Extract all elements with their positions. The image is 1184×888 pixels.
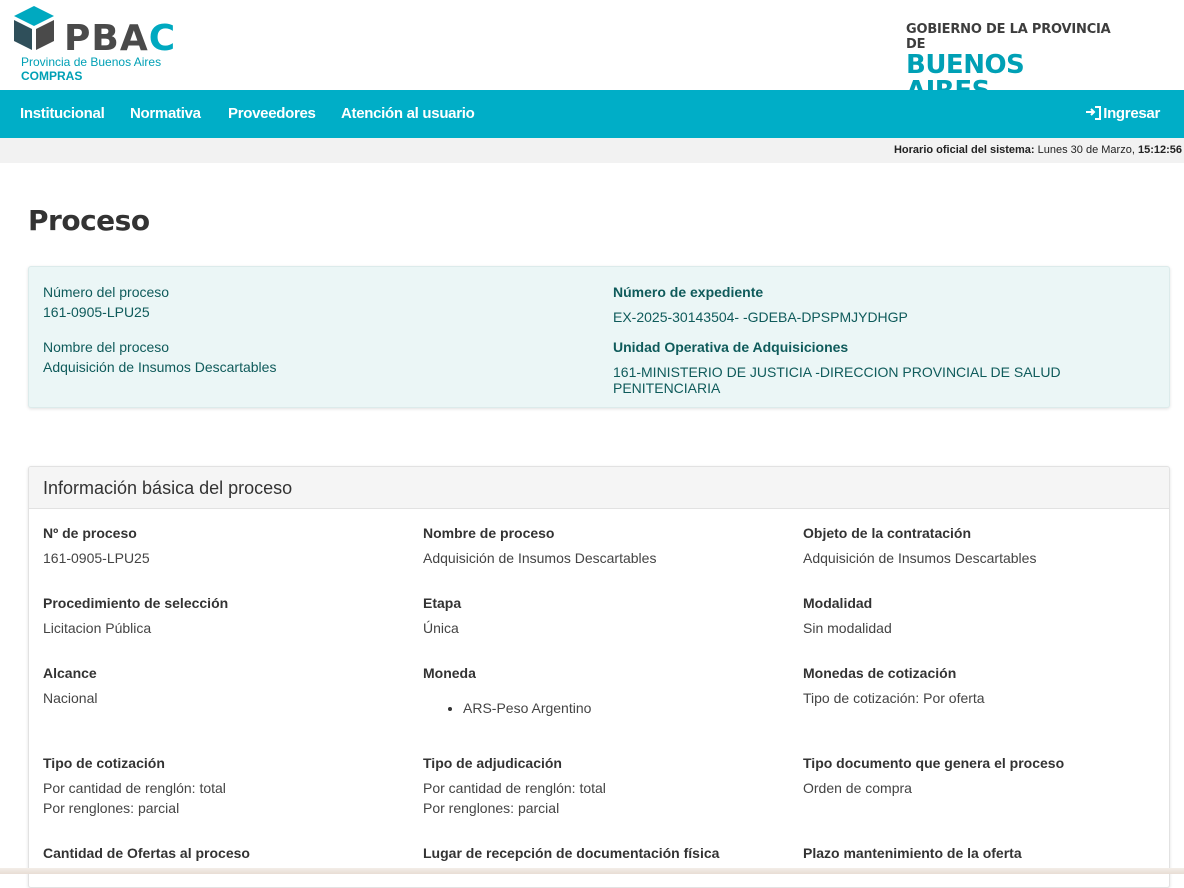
tipo-adjudicacion-label: Tipo de adjudicación bbox=[423, 755, 562, 771]
process-summary-panel bbox=[28, 266, 1170, 408]
nombre-proceso-field-label: Nombre de proceso bbox=[423, 525, 555, 541]
nro-proceso-label: Nº de proceso bbox=[43, 525, 137, 541]
objeto-contratacion-value: Adquisición de Insumos Descartables bbox=[803, 550, 1037, 566]
basic-info-title: Información básica del proceso bbox=[43, 478, 293, 498]
gobierno-buenos-aires-logo[interactable] bbox=[906, 22, 1116, 80]
logo-wordmark: PBAC bbox=[64, 18, 177, 59]
tipo-documento-label: Tipo documento que genera el proceso bbox=[803, 755, 1065, 771]
alcance-value: Nacional bbox=[43, 690, 98, 706]
numero-proceso-label: Número del proceso bbox=[43, 284, 170, 300]
logo-subtitle-compras: COMPRAS bbox=[21, 69, 83, 83]
monedas-cotizacion-value: Tipo de cotización: Por oferta bbox=[803, 690, 985, 706]
unidad-operativa-label: Unidad Operativa de Adquisiciones bbox=[613, 339, 849, 355]
procedimiento-label: Procedimiento de selección bbox=[43, 595, 229, 611]
expediente-label: Número de expediente bbox=[613, 284, 764, 300]
login-button[interactable] bbox=[1086, 90, 1160, 138]
pbac-logo[interactable] bbox=[12, 4, 182, 86]
moneda-label: Moneda bbox=[423, 665, 476, 681]
numero-proceso-value: 161-0905-LPU25 bbox=[43, 304, 150, 320]
system-time-bar bbox=[0, 138, 1184, 163]
tipo-cotizacion-label: Tipo de cotización bbox=[43, 755, 165, 771]
modalidad-label: Modalidad bbox=[803, 595, 873, 611]
cantidad-ofertas-label: Cantidad de Ofertas al proceso bbox=[43, 845, 250, 861]
system-time: Horario oficial del sistema: Lunes 30 de Marzo, 15:12:56 bbox=[893, 144, 1182, 156]
list-bullet bbox=[448, 707, 452, 711]
page-title: Proceso bbox=[28, 204, 150, 237]
basic-info-panel bbox=[28, 466, 1170, 888]
procedimiento-value: Licitacion Pública bbox=[43, 620, 152, 636]
etapa-value: Única bbox=[423, 620, 459, 636]
login-label: Ingresar bbox=[1103, 105, 1160, 122]
tipo-cotizacion-value-2: Por renglones: parcial bbox=[43, 800, 180, 816]
nombre-proceso-label: Nombre del proceso bbox=[43, 339, 170, 355]
gov-logo-bottom: BUENOS bbox=[906, 50, 1025, 80]
gov-logo-top: GOBIERNO DE LA PROVINCIA DE bbox=[906, 22, 1111, 52]
nav-normativa[interactable]: Normativa bbox=[130, 105, 201, 122]
nav-atencion-usuario[interactable]: Atención al usuario bbox=[341, 105, 475, 122]
site-header bbox=[0, 0, 1184, 90]
etapa-label: Etapa bbox=[423, 595, 462, 611]
nav-institucional[interactable]: Institucional bbox=[20, 105, 105, 122]
basic-info-header bbox=[29, 467, 1169, 509]
lugar-recepcion-label: Lugar de recepción de documentación física bbox=[423, 845, 720, 861]
tipo-adjudicacion-value-1: Por cantidad de renglón: total bbox=[423, 780, 606, 796]
nombre-proceso-value: Adquisición de Insumos Descartables bbox=[43, 359, 277, 375]
plazo-mantenimiento-label: Plazo mantenimiento de la oferta bbox=[803, 845, 1022, 861]
monedas-cotizacion-label: Monedas de cotización bbox=[803, 665, 957, 681]
tipo-documento-value: Orden de compra bbox=[803, 780, 912, 796]
nro-proceso-value: 161-0905-LPU25 bbox=[43, 550, 150, 566]
nav-proveedores[interactable]: Proveedores bbox=[228, 105, 316, 122]
tipo-adjudicacion-value-2: Por renglones: parcial bbox=[423, 800, 560, 816]
nombre-proceso-field-value: Adquisición de Insumos Descartables bbox=[423, 550, 657, 566]
moneda-value: ARS-Peso Argentino bbox=[463, 700, 592, 716]
main-nav bbox=[0, 90, 1184, 138]
expediente-value: EX-2025-30143504- -GDEBA-DPSPMJYDHGP bbox=[613, 309, 908, 325]
sign-in-icon bbox=[1086, 106, 1101, 120]
unidad-operativa-value: 161-MINISTERIO DE JUSTICIA -DIRECCION PROVINCIAL DE SALUD PENITENCIARIA bbox=[613, 364, 1061, 396]
window-bottom-edge bbox=[0, 868, 1184, 874]
tipo-cotizacion-value-1: Por cantidad de renglón: total bbox=[43, 780, 226, 796]
modalidad-value: Sin modalidad bbox=[803, 620, 892, 636]
objeto-contratacion-label: Objeto de la contratación bbox=[803, 525, 972, 541]
cube-logo-icon bbox=[12, 4, 56, 52]
alcance-label: Alcance bbox=[43, 665, 97, 681]
logo-subtitle: Provincia de Buenos Aires bbox=[21, 55, 162, 69]
